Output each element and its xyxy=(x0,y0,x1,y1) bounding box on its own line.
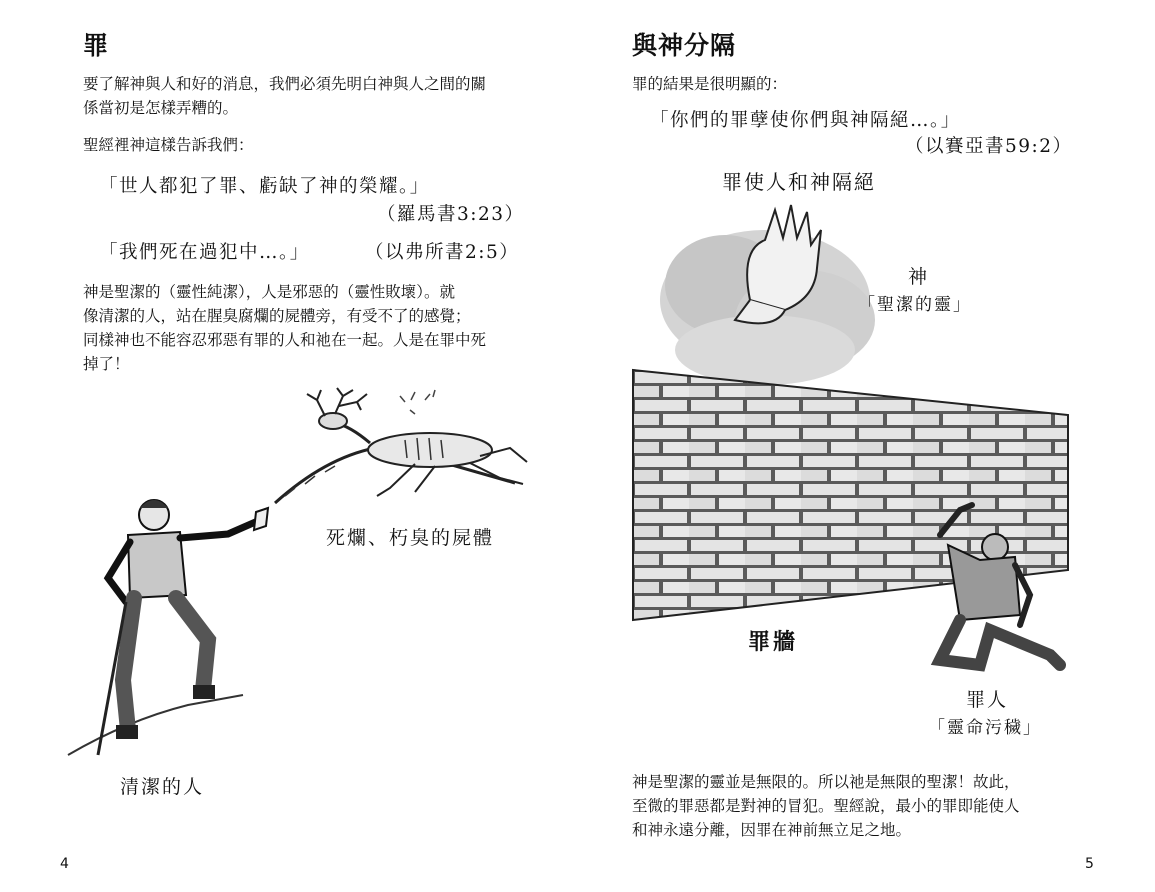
god-label: 神 xyxy=(908,266,930,288)
para-line: 像清潔的人，站在腥臭腐爛的屍體旁，有受不了的感覺； xyxy=(83,307,471,325)
para-line: 掉了！ xyxy=(83,355,130,373)
clean-man-illustration xyxy=(68,490,273,760)
quote-romans-text: 「世人都犯了罪、虧缺了神的榮耀。」 xyxy=(99,176,430,197)
para-line: 神是聖潔的（靈性純潔），人是邪惡的（靈性敗壞）。就 xyxy=(83,283,456,301)
quote-ephesians-text: 「我們死在過犯中…。」 xyxy=(99,242,310,263)
page-number-right: 5 xyxy=(1085,856,1094,872)
quote-isaiah-ref: （以賽亞書59:2） xyxy=(905,136,1073,157)
holiness-paragraph xyxy=(83,280,486,376)
right-page-title: 與神分隔 xyxy=(632,31,737,60)
infinite-holiness-paragraph xyxy=(632,770,1020,842)
page-number-left: 4 xyxy=(60,856,69,872)
quote-isaiah-text: 「你們的罪孽使你們與神隔絕…。」 xyxy=(650,110,961,131)
dead-deer-illustration xyxy=(265,388,540,513)
scripture-intro: 聖經裡神這樣告訴我們： xyxy=(83,136,254,154)
left-page-title: 罪 xyxy=(83,31,110,60)
cloud-hand-illustration xyxy=(655,190,880,390)
wall-label: 罪牆 xyxy=(748,630,799,655)
sinner-label: 罪人 xyxy=(966,689,1009,711)
intro-line: 要了解神與人和好的消息，我們必須先明白神與人之間的關 xyxy=(83,75,487,93)
god-sublabel: 「聖潔的靈」 xyxy=(858,295,972,315)
sinner-sublabel: 「靈命污穢」 xyxy=(928,718,1042,738)
right-intro: 罪的結果是很明顯的： xyxy=(632,75,788,93)
intro-line: 係當初是怎樣弄糟的。 xyxy=(83,99,239,117)
para-line: 至微的罪惡都是對神的冒犯。聖經說，最小的罪即能使人 xyxy=(632,797,1020,815)
para-line: 神是聖潔的靈並是無限的。所以祂是無限的聖潔！故此， xyxy=(632,773,1020,791)
quote-ephesians-ref: （以弗所書2:5） xyxy=(365,242,520,263)
para-line: 同樣神也不能容忍邪惡有罪的人和祂在一起。人是在罪中死 xyxy=(83,331,487,349)
caption-corpse: 死爛、朽臭的屍體 xyxy=(326,527,495,549)
caption-clean-man: 清潔的人 xyxy=(120,776,205,798)
left-intro-paragraph xyxy=(83,72,486,120)
quote-romans-ref: （羅馬書3:23） xyxy=(377,204,525,225)
sinner-illustration xyxy=(920,505,1070,675)
illustration-heading: 罪使人和神隔絕 xyxy=(722,170,876,194)
para-line: 和神永遠分離，因罪在神前無立足之地。 xyxy=(632,821,912,839)
